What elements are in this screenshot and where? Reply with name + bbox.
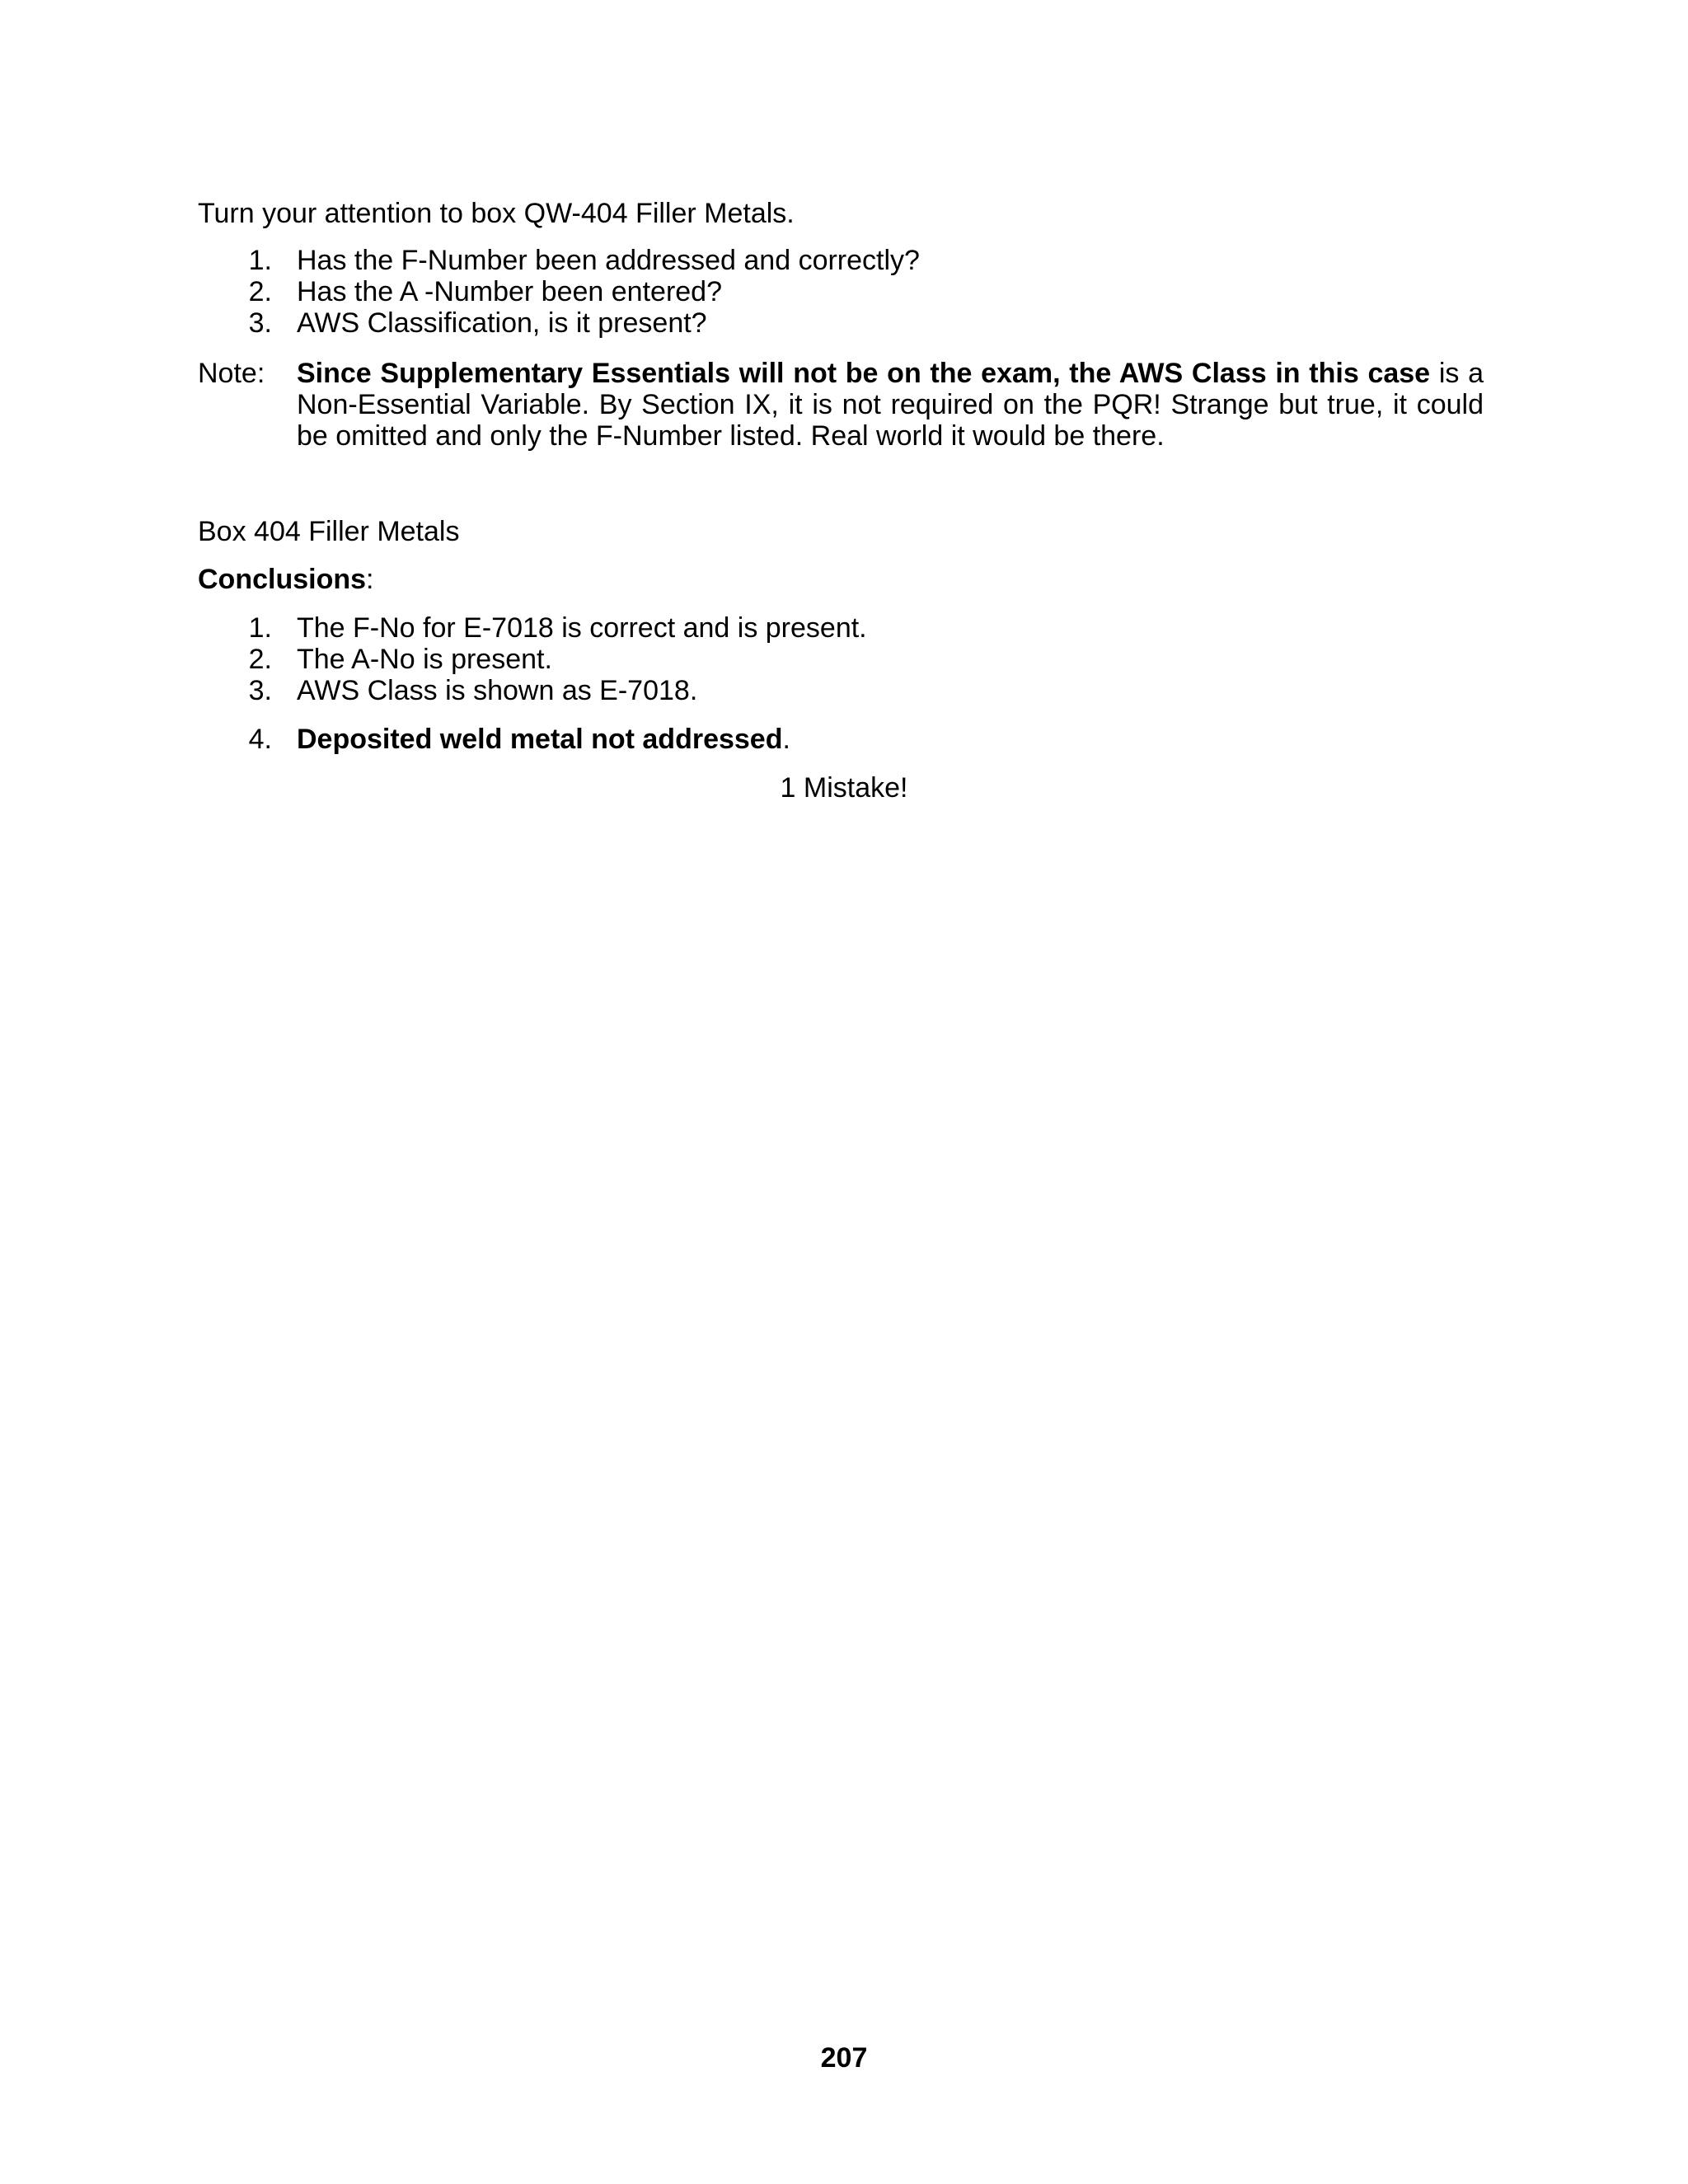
- list-item: [198, 675, 1484, 706]
- list-item-text: Has the F-Number been addressed and correctly?: [297, 245, 920, 276]
- note-label: Note:: [198, 358, 265, 389]
- list-item-text: Has the A -Number been entered?: [297, 276, 722, 307]
- list-item-text: AWS Class is shown as E-7018.: [297, 675, 698, 706]
- list-item-text: The A-No is present.: [297, 644, 552, 675]
- list-item: [198, 612, 1484, 644]
- note-rest-text: is a Non-Essential Variable. By Section IX, it is not required on the PQR! Strange but true, it could be omitted and only the F-Number listed. Real world it would be there.: [297, 358, 1484, 452]
- box-title: Box 404 Filler Metals: [198, 516, 460, 547]
- list-item-number: 2.: [248, 644, 272, 675]
- list-item: [198, 276, 1484, 307]
- list-item-text: The F-No for E-7018 is correct and is present.: [297, 612, 867, 644]
- page-number: 207: [820, 2042, 868, 2074]
- list-item: [198, 724, 1484, 755]
- conclusions-list: [198, 612, 1484, 706]
- list-item-number: 1.: [248, 612, 272, 644]
- conclusions-label: Conclusions: [198, 564, 367, 595]
- questions-list: [198, 245, 1484, 339]
- list-item-number: 3.: [248, 307, 272, 339]
- note-body: [297, 358, 1484, 452]
- list-item: [198, 307, 1484, 339]
- mistake-summary: 1 Mistake!: [780, 772, 908, 804]
- conclusions-colon: :: [366, 564, 374, 595]
- list-item: [198, 644, 1484, 675]
- intro-paragraph: Turn your attention to box QW-404 Filler Metals.: [198, 198, 795, 229]
- conclusion-item-4-bold: Deposited weld metal not addressed: [297, 724, 783, 755]
- conclusion-item-4: [198, 724, 1484, 755]
- list-item-text: AWS Classification, is it present?: [297, 307, 707, 339]
- note-bold-text: Since Supplementary Essentials will not be on the exam, the AWS Class in this case: [297, 358, 1431, 389]
- list-item-number: 3.: [248, 675, 272, 706]
- list-item-text: [297, 724, 790, 755]
- list-item-number: 2.: [248, 276, 272, 307]
- conclusion-item-4-period: .: [782, 724, 790, 755]
- list-item-number: 4.: [248, 724, 272, 755]
- conclusions-heading: [198, 564, 1484, 595]
- list-item-number: 1.: [248, 245, 272, 276]
- list-item: [198, 245, 1484, 276]
